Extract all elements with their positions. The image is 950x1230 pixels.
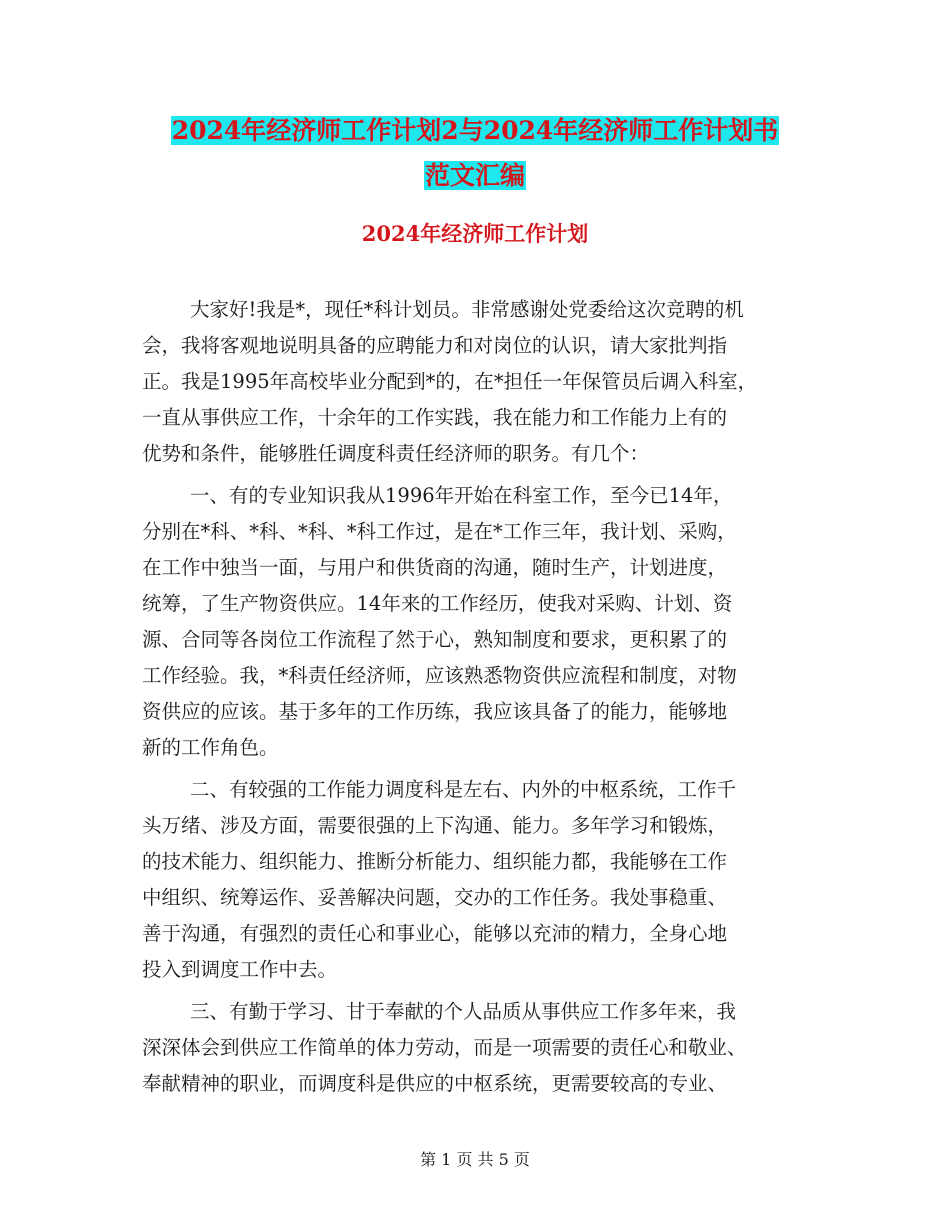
body-line: 的技术能力、组织能力、推断分析能力、组织能力都，我能够在工作 bbox=[142, 850, 728, 873]
body-line: 优势和条件，能够胜任调度科责任经济师的职务。有几个： bbox=[142, 442, 650, 465]
body-line: 工作经验。我，*科责任经济师，应该熟悉物资供应流程和制度，对物 bbox=[142, 664, 737, 687]
title-highlight-1: 2024年经济师工作计划2与2024年经济师工作计划书 bbox=[171, 116, 779, 145]
body-line: 会，我将客观地说明具备的应聘能力和对岗位的认识，请大家批判指 bbox=[142, 334, 728, 357]
body-line: 善于沟通，有强烈的责任心和事业心，能够以充沛的精力，全身心地 bbox=[142, 922, 728, 945]
body-line: 二、有较强的工作能力调度科是左右、内外的中枢系统，工作千 bbox=[190, 778, 737, 801]
section-title: 2024年经济师工作计划 bbox=[361, 221, 589, 246]
body-line: 在工作中独当一面，与用户和供货商的沟通，随时生产，计划进度， bbox=[142, 556, 728, 579]
body-line: 正。我是1995年高校毕业分配到*的，在*担任一年保管员后调入科室， bbox=[142, 370, 758, 393]
body-line: 大家好!我是*，现任*科计划员。非常感谢处党委给这次竞聘的机 bbox=[190, 298, 744, 321]
document-title-line-1 bbox=[0, 108, 950, 154]
body-line: 源、合同等各岗位工作流程了然于心，熟知制度和要求，更积累了的 bbox=[142, 628, 728, 651]
body-line: 奉献精神的职业，而调度科是供应的中枢系统，更需要较高的专业、 bbox=[142, 1072, 728, 1095]
body-line: 头万绪、涉及方面，需要很强的上下沟通、能力。多年学习和锻炼， bbox=[142, 814, 728, 837]
body-line: 中组织、统筹运作、妥善解决问题，交办的工作任务。我处事稳重、 bbox=[142, 886, 728, 909]
title-highlight-2: 范文汇编 bbox=[424, 161, 525, 190]
body-line: 资供应的应该。基于多年的工作历练，我应该具备了的能力，能够地 bbox=[142, 700, 728, 723]
body-line: 新的工作角色。 bbox=[142, 736, 279, 759]
page-footer: 第 1 页 共 5 页 bbox=[420, 1150, 530, 1169]
document-title-line-2 bbox=[0, 153, 950, 199]
body-line: 投入到调度工作中去。 bbox=[142, 958, 338, 981]
body-line: 一、有的专业知识我从1996年开始在科室工作，至今已14年， bbox=[190, 484, 733, 507]
body-line: 统筹，了生产物资供应。14年来的工作经历，使我对采购、计划、资 bbox=[142, 592, 733, 615]
body-line: 三、有勤于学习、甘于奉献的个人品质从事供应工作多年来，我 bbox=[190, 1000, 737, 1023]
body-line: 深深体会到供应工作简单的体力劳动，而是一项需要的责任心和敬业、 bbox=[142, 1036, 747, 1059]
body-line: 分别在*科、*科、*科、*科工作过，是在*工作三年，我计划、采购， bbox=[142, 520, 737, 543]
body-line: 一直从事供应工作，十余年的工作实践，我在能力和工作能力上有的 bbox=[142, 406, 728, 429]
